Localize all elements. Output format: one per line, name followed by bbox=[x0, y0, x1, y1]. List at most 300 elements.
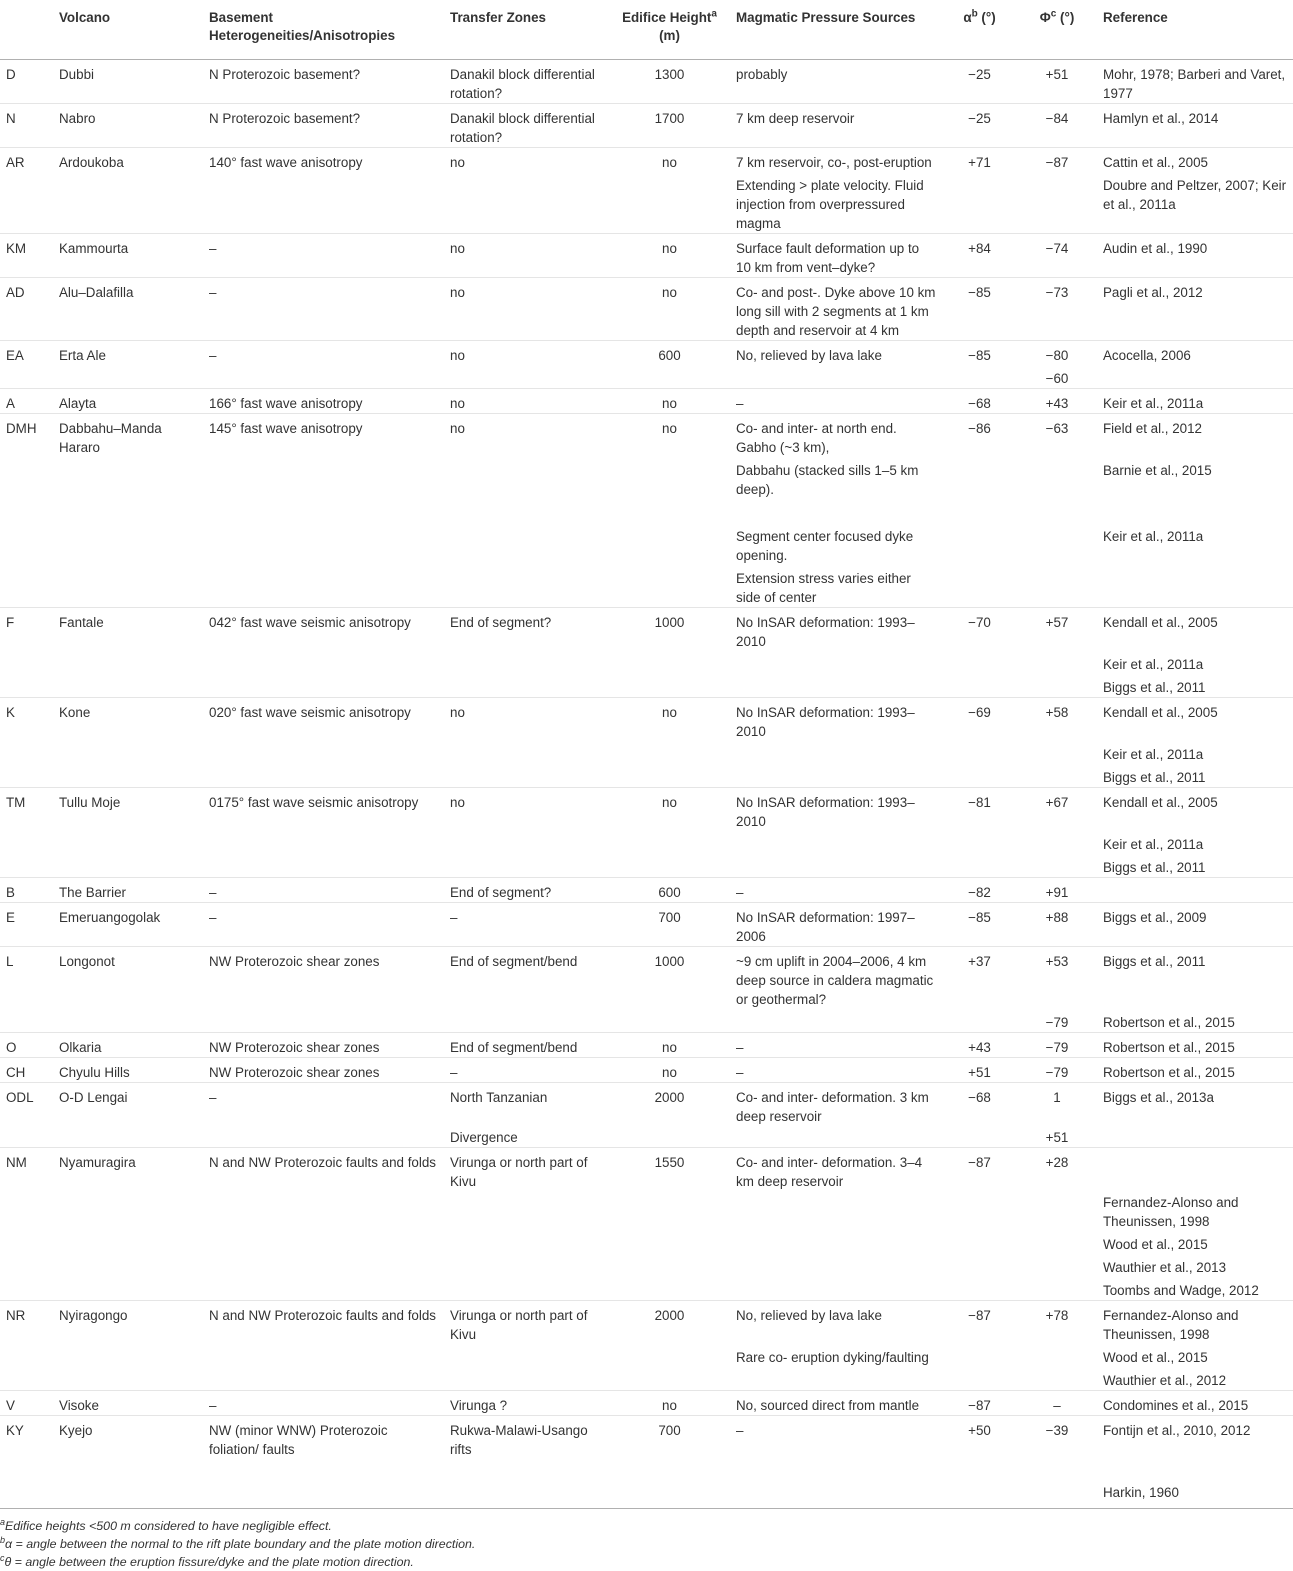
cell-transfer bbox=[444, 1191, 609, 1231]
cell-reference: Kendall et al., 2005 bbox=[1097, 608, 1293, 652]
cell-code: K bbox=[0, 698, 53, 742]
cell-magmatic bbox=[730, 365, 942, 389]
cell-volcano: Kyejo bbox=[53, 1416, 203, 1460]
cell-reference bbox=[1097, 565, 1293, 608]
cell-reference bbox=[1097, 878, 1293, 903]
cell-code: NR bbox=[0, 1301, 53, 1345]
cell-transfer: North Tanzanian bbox=[444, 1083, 609, 1127]
cell-volcano bbox=[53, 1009, 203, 1033]
cell-alpha: +37 bbox=[942, 947, 1017, 1010]
cell-magmatic: No, relieved by lava lake bbox=[730, 341, 942, 366]
cell-volcano bbox=[53, 1231, 203, 1254]
cell-edifice-height bbox=[609, 651, 730, 674]
cell-code bbox=[0, 1191, 53, 1231]
cell-code: V bbox=[0, 1391, 53, 1416]
cell-magmatic bbox=[730, 1254, 942, 1277]
cell-alpha bbox=[942, 854, 1017, 878]
cell-reference: Fernandez-Alonso and Theunissen, 1998 bbox=[1097, 1301, 1293, 1345]
cell-phi: +28 bbox=[1017, 1148, 1097, 1192]
cell-volcano: Nyamuragira bbox=[53, 1148, 203, 1192]
cell-code bbox=[0, 1009, 53, 1033]
header-phi: $\Phi^c$ (°) bbox=[1017, 0, 1097, 60]
cell-code: TM bbox=[0, 788, 53, 832]
cell-volcano bbox=[53, 565, 203, 608]
cell-transfer bbox=[444, 1277, 609, 1301]
cell-phi: −74 bbox=[1017, 234, 1097, 278]
cell-basement bbox=[203, 741, 444, 764]
cell-alpha: −70 bbox=[942, 608, 1017, 652]
cell-reference: Acocella, 2006 bbox=[1097, 341, 1293, 366]
cell-code bbox=[0, 1126, 53, 1148]
cell-phi: −73 bbox=[1017, 278, 1097, 341]
cell-edifice-height bbox=[609, 565, 730, 608]
cell-volcano bbox=[53, 1254, 203, 1277]
cell-code: N bbox=[0, 104, 53, 148]
cell-basement: 140° fast wave anisotropy bbox=[203, 148, 444, 173]
cell-reference: Biggs et al., 2011 bbox=[1097, 947, 1293, 1010]
cell-reference: Field et al., 2012 bbox=[1097, 414, 1293, 458]
cell-phi bbox=[1017, 741, 1097, 764]
cell-transfer bbox=[444, 674, 609, 698]
cell-transfer: End of segment/bend bbox=[444, 947, 609, 1010]
cell-transfer bbox=[444, 457, 609, 523]
cell-magmatic: Extending > plate velocity. Fluid injection from overpressured magma bbox=[736, 178, 924, 231]
cell-alpha: −25 bbox=[942, 104, 1017, 148]
cell-magmatic: – bbox=[730, 1058, 942, 1083]
cell-edifice-height bbox=[609, 172, 730, 234]
cell-magmatic: Rare co- eruption dyking/faulting bbox=[736, 1350, 929, 1365]
table-row-continuation bbox=[0, 457, 1293, 523]
cell-phi bbox=[1017, 1231, 1097, 1254]
cell-transfer bbox=[444, 651, 609, 674]
cell-phi: −79 bbox=[1017, 1058, 1097, 1083]
cell-edifice-height bbox=[609, 741, 730, 764]
cell-edifice-height: 1700 bbox=[609, 104, 730, 148]
cell-transfer: no bbox=[444, 698, 609, 742]
cell-reference: Fontijn et al., 2010, 2012 bbox=[1097, 1416, 1293, 1460]
cell-edifice-height: 600 bbox=[609, 341, 730, 366]
table-row bbox=[0, 1058, 1293, 1083]
table-row bbox=[0, 1033, 1293, 1058]
cell-transfer bbox=[444, 1254, 609, 1277]
cell-basement: NW Proterozoic shear zones bbox=[203, 947, 444, 1010]
cell-alpha bbox=[942, 1344, 1017, 1367]
cell-magmatic: No InSAR deformation: 1993–2010 bbox=[730, 788, 942, 832]
table-row bbox=[0, 788, 1293, 832]
cell-volcano bbox=[53, 651, 203, 674]
cell-code: F bbox=[0, 608, 53, 652]
cell-basement: 145° fast wave anisotropy bbox=[203, 414, 444, 458]
cell-phi: −84 bbox=[1017, 104, 1097, 148]
table-row bbox=[0, 947, 1293, 1010]
cell-basement bbox=[203, 831, 444, 854]
cell-edifice-height bbox=[609, 1126, 730, 1148]
header-code bbox=[0, 0, 53, 60]
cell-reference: Wauthier et al., 2012 bbox=[1103, 1373, 1227, 1388]
cell-phi: +78 bbox=[1017, 1301, 1097, 1345]
cell-basement bbox=[203, 1459, 444, 1509]
table-row bbox=[0, 1083, 1293, 1127]
cell-phi bbox=[1017, 1459, 1097, 1509]
cell-edifice-height bbox=[609, 854, 730, 878]
cell-reference: Pagli et al., 2012 bbox=[1097, 278, 1293, 341]
cell-alpha: −85 bbox=[942, 341, 1017, 366]
cell-basement bbox=[203, 1344, 444, 1367]
cell-transfer: Rukwa-Malawi-Usango rifts bbox=[444, 1416, 609, 1460]
table-row bbox=[0, 414, 1293, 458]
cell-alpha: −87 bbox=[942, 1148, 1017, 1192]
cell-code bbox=[0, 674, 53, 698]
cell-alpha bbox=[942, 1231, 1017, 1254]
cell-basement bbox=[203, 457, 444, 523]
table-row-continuation bbox=[0, 1009, 1293, 1033]
cell-basement: N Proterozoic basement? bbox=[203, 104, 444, 148]
cell-reference: Condomines et al., 2015 bbox=[1097, 1391, 1293, 1416]
cell-transfer bbox=[444, 565, 609, 608]
cell-transfer: no bbox=[444, 389, 609, 414]
cell-basement: – bbox=[203, 341, 444, 366]
cell-edifice-height bbox=[609, 1191, 730, 1231]
cell-alpha: −69 bbox=[942, 698, 1017, 742]
cell-edifice-height bbox=[609, 457, 730, 523]
cell-code: D bbox=[6, 67, 16, 82]
cell-code bbox=[0, 651, 53, 674]
cell-code bbox=[0, 854, 53, 878]
cell-alpha bbox=[942, 365, 1017, 389]
cell-phi bbox=[1017, 457, 1097, 523]
cell-transfer: Divergence bbox=[450, 1130, 518, 1145]
cell-magmatic: No, relieved by lava lake bbox=[730, 1301, 942, 1345]
cell-basement bbox=[203, 854, 444, 878]
cell-transfer: Danakil block differential rotation? bbox=[444, 104, 609, 148]
cell-magmatic: – bbox=[730, 1416, 942, 1460]
cell-transfer bbox=[444, 831, 609, 854]
cell-phi: 1 bbox=[1017, 1083, 1097, 1127]
cell-code: A bbox=[0, 389, 53, 414]
table-row bbox=[0, 148, 1293, 173]
cell-reference bbox=[1097, 1148, 1293, 1192]
cell-edifice-height bbox=[609, 674, 730, 698]
cell-reference bbox=[1097, 1126, 1293, 1148]
cell-volcano: Kammourta bbox=[53, 234, 203, 278]
cell-magmatic: No InSAR deformation: 1993–2010 bbox=[730, 608, 942, 652]
cell-reference: Robertson et al., 2015 bbox=[1103, 1015, 1235, 1030]
cell-basement bbox=[203, 172, 444, 234]
cell-reference: Kendall et al., 2005 bbox=[1097, 788, 1293, 832]
cell-volcano: Ardoukoba bbox=[53, 148, 203, 173]
cell-alpha bbox=[942, 1277, 1017, 1301]
cell-magmatic bbox=[730, 854, 942, 878]
cell-basement: NW Proterozoic shear zones bbox=[203, 1058, 444, 1083]
cell-reference: Keir et al., 2011a bbox=[1103, 657, 1204, 672]
cell-edifice-height: no bbox=[609, 1391, 730, 1416]
footnote-b: $^b$α = angle between the normal to the rift plate boundary and the plate motion direction. bbox=[0, 1534, 476, 1551]
cell-volcano: Fantale bbox=[53, 608, 203, 652]
cell-transfer: Virunga ? bbox=[444, 1391, 609, 1416]
cell-code: DMH bbox=[0, 414, 53, 458]
cell-basement: – bbox=[203, 878, 444, 903]
cell-alpha: +71 bbox=[942, 148, 1017, 173]
cell-code: L bbox=[0, 947, 53, 1010]
cell-transfer: End of segment? bbox=[444, 878, 609, 903]
cell-edifice-height: no bbox=[609, 1033, 730, 1058]
cell-volcano: Alu–Dalafilla bbox=[53, 278, 203, 341]
cell-reference: Biggs et al., 2013a bbox=[1097, 1083, 1293, 1127]
cell-phi bbox=[1017, 1277, 1097, 1301]
cell-edifice-height: 600 bbox=[609, 878, 730, 903]
cell-phi bbox=[1017, 1367, 1097, 1391]
cell-code bbox=[0, 1277, 53, 1301]
table-row bbox=[0, 608, 1293, 652]
cell-reference: Biggs et al., 2011 bbox=[1103, 770, 1206, 785]
cell-basement: 0175° fast wave seismic anisotropy bbox=[203, 788, 444, 832]
cell-volcano bbox=[53, 1459, 203, 1509]
cell-phi bbox=[1017, 565, 1097, 608]
cell-reference: Kendall et al., 2005 bbox=[1097, 698, 1293, 742]
cell-edifice-height bbox=[609, 764, 730, 788]
cell-basement: NW Proterozoic shear zones bbox=[203, 1033, 444, 1058]
cell-transfer: no bbox=[444, 148, 609, 173]
table-row bbox=[0, 903, 1293, 947]
table-row-continuation bbox=[0, 1231, 1293, 1254]
cell-volcano: Tullu Moje bbox=[53, 788, 203, 832]
cell-magmatic bbox=[730, 1277, 942, 1301]
cell-volcano bbox=[53, 831, 203, 854]
cell-code: B bbox=[0, 878, 53, 903]
cell-volcano: O-D Lengai bbox=[53, 1083, 203, 1127]
table-row bbox=[0, 389, 1293, 414]
table-row-continuation bbox=[0, 565, 1293, 608]
cell-reference: Barnie et al., 2015 bbox=[1103, 463, 1212, 478]
cell-edifice-height: no bbox=[609, 414, 730, 458]
cell-code: E bbox=[0, 903, 53, 947]
cell-edifice-height: no bbox=[609, 234, 730, 278]
cell-basement bbox=[203, 1126, 444, 1148]
cell-edifice-height: no bbox=[609, 148, 730, 173]
cell-volcano: Olkaria bbox=[53, 1033, 203, 1058]
cell-volcano bbox=[53, 674, 203, 698]
cell-alpha: −25 bbox=[968, 67, 991, 82]
cell-transfer bbox=[444, 764, 609, 788]
cell-volcano: Erta Ale bbox=[53, 341, 203, 366]
header-volcano: Volcano bbox=[53, 0, 203, 60]
cell-code: AR bbox=[0, 148, 53, 173]
cell-edifice-height: no bbox=[609, 278, 730, 341]
table-row-continuation bbox=[0, 764, 1293, 788]
cell-phi: −60 bbox=[1045, 371, 1069, 386]
cell-basement bbox=[203, 764, 444, 788]
header-transfer-zones: Transfer Zones bbox=[444, 0, 609, 60]
cell-code: O bbox=[0, 1033, 53, 1058]
cell-volcano bbox=[53, 1344, 203, 1367]
cell-alpha: −81 bbox=[942, 788, 1017, 832]
cell-basement: 166° fast wave anisotropy bbox=[203, 389, 444, 414]
table-row-continuation bbox=[0, 172, 1293, 234]
cell-volcano: Nabro bbox=[53, 104, 203, 148]
cell-volcano bbox=[53, 1191, 203, 1231]
cell-transfer: no bbox=[444, 341, 609, 366]
cell-transfer bbox=[444, 741, 609, 764]
table-row-continuation bbox=[0, 1254, 1293, 1277]
cell-alpha: +50 bbox=[942, 1416, 1017, 1460]
cell-magmatic: Co- and inter- deformation. 3–4 km deep reservoir bbox=[730, 1148, 942, 1192]
cell-alpha bbox=[942, 172, 1017, 234]
cell-reference: Keir et al., 2011a bbox=[1103, 529, 1204, 544]
cell-basement bbox=[203, 523, 444, 565]
cell-phi: −79 bbox=[1045, 1015, 1069, 1030]
cell-volcano bbox=[53, 1367, 203, 1391]
table-row-continuation bbox=[0, 1367, 1293, 1391]
cell-alpha bbox=[942, 1254, 1017, 1277]
cell-phi bbox=[1017, 854, 1097, 878]
cell-transfer: Danakil block differential rotation? bbox=[450, 67, 595, 101]
cell-code bbox=[0, 1344, 53, 1367]
cell-reference: Robertson et al., 2015 bbox=[1097, 1058, 1293, 1083]
cell-basement bbox=[203, 1254, 444, 1277]
cell-alpha bbox=[942, 651, 1017, 674]
cell-alpha: −87 bbox=[942, 1301, 1017, 1345]
cell-transfer: Virunga or north part of Kivu bbox=[444, 1301, 609, 1345]
table-row bbox=[0, 878, 1293, 903]
cell-code: KM bbox=[0, 234, 53, 278]
cell-transfer bbox=[444, 1367, 609, 1391]
cell-transfer bbox=[444, 1459, 609, 1509]
cell-basement: N Proterozoic basement? bbox=[209, 67, 361, 82]
cell-magmatic bbox=[730, 1231, 942, 1254]
cell-edifice-height bbox=[609, 1367, 730, 1391]
cell-reference: Toombs and Wadge, 2012 bbox=[1103, 1283, 1259, 1298]
cell-phi: −39 bbox=[1017, 1416, 1097, 1460]
cell-edifice-height bbox=[609, 1254, 730, 1277]
cell-basement bbox=[203, 674, 444, 698]
cell-code bbox=[0, 565, 53, 608]
header-edifice-height: Edifice Height$^a$ (m) bbox=[609, 0, 730, 60]
cell-magmatic bbox=[730, 764, 942, 788]
table-row bbox=[0, 341, 1293, 366]
cell-volcano bbox=[53, 764, 203, 788]
cell-reference: Keir et al., 2011a bbox=[1097, 389, 1293, 414]
cell-edifice-height: no bbox=[609, 788, 730, 832]
cell-magmatic: Co- and inter- at north end. Gabho (~3 km), bbox=[730, 414, 942, 458]
table-row-continuation bbox=[0, 1459, 1293, 1509]
cell-magmatic: No, sourced direct from mantle bbox=[730, 1391, 942, 1416]
cell-phi: +58 bbox=[1017, 698, 1097, 742]
cell-edifice-height bbox=[609, 1009, 730, 1033]
cell-edifice-height: no bbox=[609, 389, 730, 414]
footnote-c: $^c$θ = angle between the eruption fissure/dyke and the plate motion direction. bbox=[0, 1552, 414, 1569]
cell-magmatic bbox=[730, 1126, 942, 1148]
cell-code: CH bbox=[0, 1058, 53, 1083]
cell-basement: NW (minor WNW) Proterozoic foliation/ faults bbox=[203, 1416, 444, 1460]
cell-magmatic: Segment center focused dyke opening. bbox=[736, 529, 914, 563]
cell-magmatic bbox=[730, 674, 942, 698]
cell-magmatic: probably bbox=[736, 67, 788, 82]
cell-code bbox=[0, 1231, 53, 1254]
cell-magmatic: ~9 cm uplift in 2004–2006, 4 km deep source in caldera magmatic or geothermal? bbox=[730, 947, 942, 1010]
cell-code bbox=[0, 1459, 53, 1509]
cell-code bbox=[0, 365, 53, 389]
cell-phi bbox=[1017, 1191, 1097, 1231]
cell-phi: +53 bbox=[1017, 947, 1097, 1010]
table-row bbox=[0, 1416, 1293, 1460]
cell-phi bbox=[1017, 1344, 1097, 1367]
cell-volcano: Chyulu Hills bbox=[53, 1058, 203, 1083]
cell-alpha bbox=[942, 831, 1017, 854]
cell-basement: N and NW Proterozoic faults and folds bbox=[203, 1301, 444, 1345]
footnote-a: $^a$Edifice heights <500 m considered to have negligible effect. bbox=[0, 1516, 332, 1533]
table-row-continuation bbox=[0, 1277, 1293, 1301]
cell-basement: 020° fast wave seismic anisotropy bbox=[203, 698, 444, 742]
table-row bbox=[0, 104, 1293, 148]
cell-reference: Harkin, 1960 bbox=[1103, 1485, 1179, 1500]
cell-alpha bbox=[942, 764, 1017, 788]
cell-edifice-height bbox=[609, 523, 730, 565]
cell-volcano: Alayta bbox=[53, 389, 203, 414]
cell-volcano: Dubbi bbox=[59, 67, 94, 82]
cell-basement: – bbox=[203, 1083, 444, 1127]
cell-volcano bbox=[53, 457, 203, 523]
cell-magmatic bbox=[730, 1459, 942, 1509]
cell-alpha: −82 bbox=[942, 878, 1017, 903]
cell-edifice-height: 700 bbox=[609, 1416, 730, 1460]
footnotes bbox=[0, 1509, 1293, 1571]
cell-transfer bbox=[444, 365, 609, 389]
cell-transfer: End of segment? bbox=[444, 608, 609, 652]
cell-reference: Fernandez-Alonso and Theunissen, 1998 bbox=[1103, 1195, 1239, 1229]
cell-reference: Biggs et al., 2009 bbox=[1097, 903, 1293, 947]
cell-volcano bbox=[53, 172, 203, 234]
cell-reference: Biggs et al., 2011 bbox=[1103, 860, 1206, 875]
table-header-row bbox=[0, 0, 1293, 60]
cell-basement bbox=[203, 1367, 444, 1391]
table-body bbox=[0, 60, 1293, 1509]
cell-alpha bbox=[942, 1009, 1017, 1033]
cell-code bbox=[0, 172, 53, 234]
cell-phi: +91 bbox=[1017, 878, 1097, 903]
cell-code bbox=[0, 1367, 53, 1391]
table-row-continuation bbox=[0, 1344, 1293, 1367]
table-row-continuation bbox=[0, 365, 1293, 389]
cell-alpha: −87 bbox=[942, 1391, 1017, 1416]
cell-basement: – bbox=[203, 1391, 444, 1416]
cell-volcano bbox=[53, 741, 203, 764]
cell-alpha bbox=[942, 1126, 1017, 1148]
cell-edifice-height: 2000 bbox=[609, 1301, 730, 1345]
cell-alpha: −85 bbox=[942, 278, 1017, 341]
cell-reference: Keir et al., 2011a bbox=[1103, 837, 1204, 852]
cell-alpha bbox=[942, 565, 1017, 608]
table-row bbox=[0, 1391, 1293, 1416]
cell-magmatic: Extension stress varies either side of center bbox=[736, 571, 911, 605]
cell-code bbox=[0, 831, 53, 854]
cell-basement bbox=[203, 365, 444, 389]
table-row bbox=[0, 698, 1293, 742]
cell-volcano: Nyiragongo bbox=[53, 1301, 203, 1345]
cell-basement bbox=[203, 1231, 444, 1254]
cell-magmatic: – bbox=[730, 389, 942, 414]
cell-edifice-height bbox=[609, 1277, 730, 1301]
cell-phi: +88 bbox=[1017, 903, 1097, 947]
cell-reference: Cattin et al., 2005 bbox=[1097, 148, 1293, 173]
cell-alpha: −68 bbox=[942, 1083, 1017, 1127]
cell-magmatic: Co- and post-. Dyke above 10 km long sill with 2 segments at 1 km depth and reservoir at 4 km bbox=[730, 278, 942, 341]
cell-reference bbox=[1097, 365, 1293, 389]
cell-alpha: +84 bbox=[942, 234, 1017, 278]
cell-phi: −80 bbox=[1017, 341, 1097, 366]
cell-code bbox=[0, 741, 53, 764]
cell-phi bbox=[1017, 1254, 1097, 1277]
cell-alpha bbox=[942, 1459, 1017, 1509]
